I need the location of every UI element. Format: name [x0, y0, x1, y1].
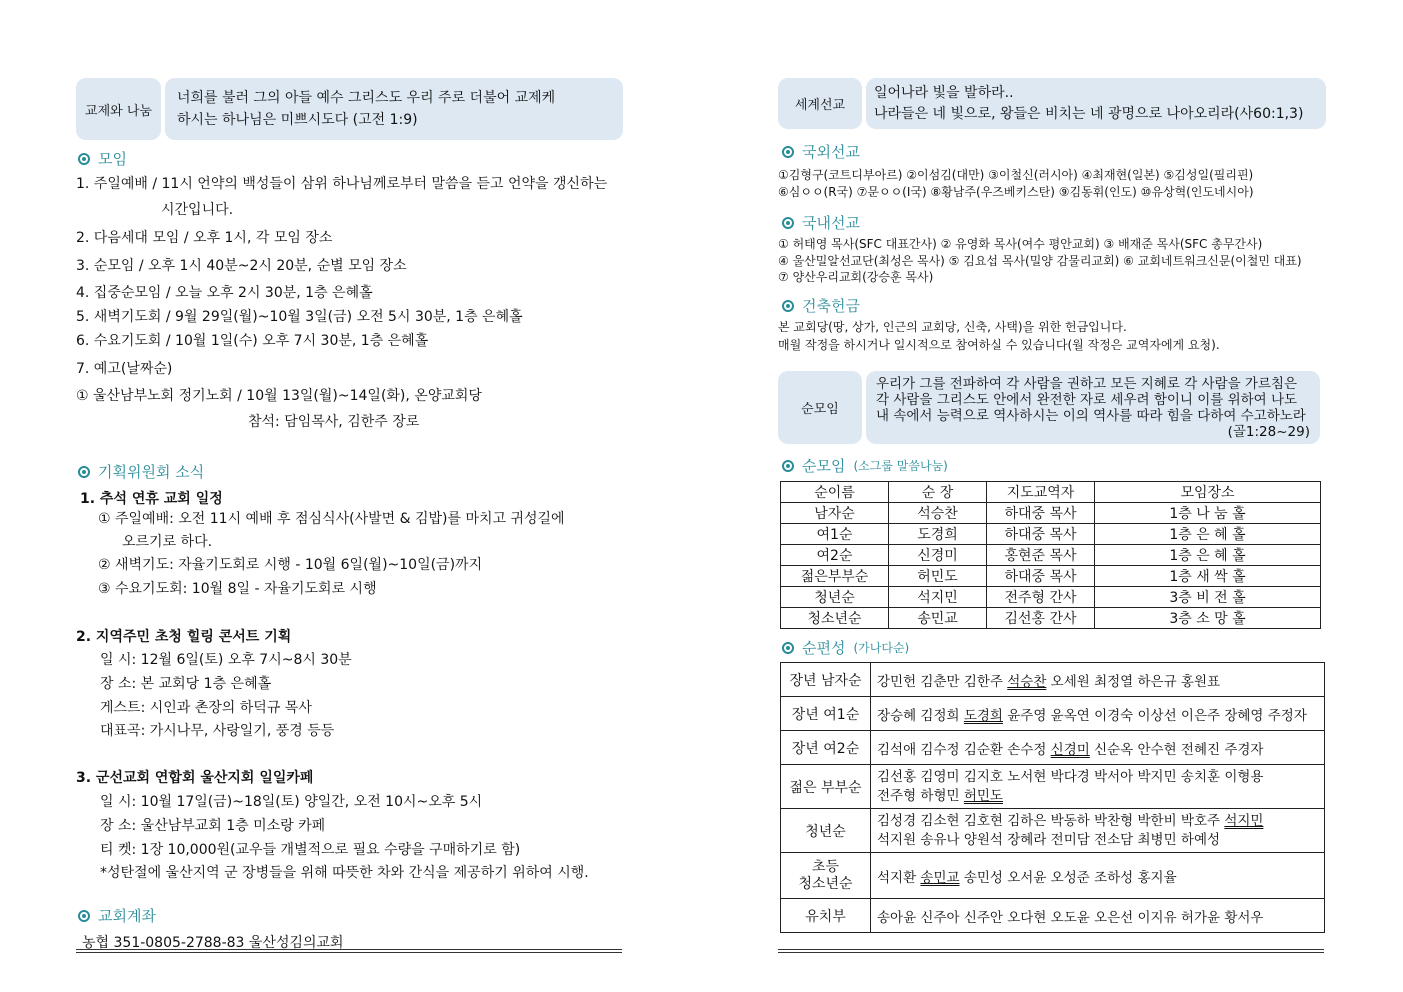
group-members — [871, 697, 1325, 731]
fellowship-verse-line: 하시는 하나님은 미쁘시도다 (고전 1:9) — [177, 112, 418, 128]
member-names: 김성경 김소현 김호현 김하은 박동하 박찬형 박한비 박호주 — [877, 812, 1225, 829]
mission-verse-line: 일어나라 빛을 발하라.. — [874, 84, 1014, 101]
circle-bullet-icon — [782, 642, 794, 654]
building-title — [782, 295, 860, 316]
table-cell: 하대중 목사 — [987, 566, 1095, 587]
group-name: 장년 여1순 — [781, 697, 871, 731]
domestic-line: ④ 울산밀알선교단(최성은 목사) ⑤ 김요섭 목사(밀양 감물리교회) ⑥ 교회네트워크신문(이철민 대표) — [778, 254, 1302, 268]
group-members — [871, 765, 1325, 809]
table-cell: 하대중 목사 — [987, 503, 1095, 524]
mission-box — [778, 78, 1326, 129]
groups-table — [780, 662, 1325, 933]
table-row — [781, 503, 1321, 524]
table-cell: 전주형 간사 — [987, 587, 1095, 608]
cell-verse-box — [778, 371, 1320, 444]
circle-bullet-icon — [78, 466, 90, 478]
meeting-line: 5. 새벽기도회 / 9월 29일(월)~10월 3일(금) 오전 5시 30분, 1층 은혜홀 — [76, 309, 523, 325]
meeting-line: 6. 수요기도회 / 10월 1일(수) 오후 7시 30분, 1층 은혜홀 — [76, 333, 429, 349]
planning-item1-title: 1. 추석 연휴 교회 일정 — [80, 491, 223, 507]
building-title-text: 건축헌금 — [802, 297, 860, 315]
circle-bullet-icon — [78, 910, 90, 922]
domestic-line: ⑦ 양산우리교회(강승훈 목사) — [778, 270, 934, 284]
table-row — [781, 899, 1325, 933]
planning-item2-line: 대표곡: 가시나무, 사랑일기, 풍경 등등 — [100, 723, 335, 739]
table-row — [781, 697, 1325, 731]
circle-bullet-icon — [782, 146, 794, 158]
member-names: 석지환 — [877, 869, 921, 886]
member-names: 김석애 김수정 김순환 손수정 — [877, 741, 1051, 758]
group-name: 장년 여2순 — [781, 731, 871, 765]
group-members — [871, 809, 1325, 853]
member-names: 신순옥 안수현 전혜진 주경자 — [1089, 741, 1264, 758]
member-names: 석지원 송유나 양원석 장혜라 전미담 전소담 최병민 하예성 — [877, 831, 1221, 848]
table-cell: 젊은부부순 — [781, 566, 889, 587]
leader-name: 석승찬 — [1007, 673, 1047, 690]
groups-title — [782, 637, 909, 658]
meeting-line: 3. 순모임 / 오후 1시 40분~2시 20분, 순별 모임 장소 — [76, 258, 407, 274]
planning-item3-line: *성탄절에 울산지역 군 장병들을 위해 따뜻한 차와 간식을 제공하기 위하여 시행. — [100, 865, 589, 881]
mission-verse — [866, 78, 1326, 129]
overseas-line: ⑥심ㅇㅇ(R국) ⑦문ㅇㅇ(I국) ⑧황남주(우즈베키스탄) ⑨김동휘(인도) ⑩유상혁(인도네시아) — [778, 185, 1254, 199]
table-cell: 허민도 — [889, 566, 987, 587]
meeting-line: 시간입니다. — [161, 202, 234, 218]
table-cell: 홍현준 목사 — [987, 545, 1095, 566]
cells-title-text: 순모임 — [802, 457, 846, 475]
cells-title — [782, 455, 948, 476]
group-members — [871, 731, 1325, 765]
leader-name: 송민교 — [920, 869, 960, 886]
table-cell: 1층 은 혜 홀 — [1095, 545, 1321, 566]
table-cell: 여1순 — [781, 524, 889, 545]
table-cell: 3층 비 전 홀 — [1095, 587, 1321, 608]
table-cell: 1층 나 눔 홀 — [1095, 503, 1321, 524]
leader-name: 허민도 — [963, 787, 1003, 804]
fellowship-label: 교제와 나눔 — [76, 78, 161, 140]
table-row — [781, 663, 1325, 697]
planning-item2-line: 게스트: 시인과 촌장의 하덕규 목사 — [100, 700, 312, 716]
cell-verse-line: (골1:28~29) — [1227, 423, 1310, 440]
leader-name: 도경희 — [963, 707, 1003, 724]
circle-bullet-icon — [78, 153, 90, 165]
meeting-line: 2. 다음세대 모임 / 오후 1시, 각 모임 장소 — [76, 230, 333, 246]
table-cell: 김선홍 간사 — [987, 608, 1095, 629]
member-names: 장승혜 김정희 — [877, 707, 964, 724]
table-header: 지도교역자 — [987, 482, 1095, 503]
fellowship-box — [76, 78, 623, 140]
groups-subtitle: (가나다순) — [853, 641, 910, 655]
table-header: 순 장 — [889, 482, 987, 503]
table-row — [781, 566, 1321, 587]
table-row — [781, 809, 1325, 853]
member-names: 김선홍 김영미 김지호 노서현 박다경 박서아 박지민 송치훈 이형용 — [877, 768, 1264, 785]
planning-item2-line: 일 시: 12월 6일(토) 오후 7시~8시 30분 — [100, 652, 352, 668]
leader-name: 석지민 — [1224, 812, 1264, 829]
building-line: 본 교회당(땅, 상가, 인근의 교회당, 신축, 사택)을 위한 헌금입니다. — [778, 320, 1127, 334]
group-name: 장년 남자순 — [781, 663, 871, 697]
meeting-line: 7. 예고(날짜순) — [76, 361, 173, 377]
table-cell: 석승찬 — [889, 503, 987, 524]
table-cell: 3층 소 망 홀 — [1095, 608, 1321, 629]
table-header: 모임장소 — [1095, 482, 1321, 503]
table-row — [781, 765, 1325, 809]
table-cell: 송민교 — [889, 608, 987, 629]
table-cell: 청년순 — [781, 587, 889, 608]
member-names: 오세원 최정열 하은규 홍원표 — [1046, 673, 1221, 690]
mission-label: 세계선교 — [778, 78, 862, 129]
domestic-title-text: 국내선교 — [802, 214, 860, 232]
planning-item3-line: 장 소: 울산남부교회 1층 미소랑 카페 — [100, 818, 326, 834]
table-header: 순이름 — [781, 482, 889, 503]
leader-name: 신경미 — [1050, 741, 1090, 758]
table-row — [781, 545, 1321, 566]
table-cell: 남자순 — [781, 503, 889, 524]
group-name: 초등 청소년순 — [781, 853, 871, 899]
planning-item2-line: 장 소: 본 교회당 1층 은혜홀 — [100, 676, 272, 692]
groups-title-text: 순편성 — [802, 639, 846, 657]
mission-verse-line: 나라들은 네 빛으로, 왕들은 비치는 네 광명으로 나아오리라(사60:1,3) — [874, 105, 1304, 122]
member-names: 전주형 하형민 — [877, 787, 964, 804]
building-line: 매월 작정을 하시거나 일시적으로 참여하실 수 있습니다(월 작정은 교역자에게 요청). — [778, 338, 1220, 352]
group-name: 젊은 부부순 — [781, 765, 871, 809]
table-row — [781, 853, 1325, 899]
planning-item1-line: ③ 수요기도회: 10월 8일 - 자율기도회로 시행 — [98, 581, 377, 597]
cell-verse-line: 내 속에서 능력으로 역사하시는 이의 역사를 따라 힘을 다하여 수고하노라 — [876, 407, 1306, 424]
group-members — [871, 853, 1325, 899]
fellowship-verse-line: 너희를 불러 그의 아들 예수 그리스도 우리 주로 더불어 교제케 — [177, 90, 556, 106]
planning-item1-line: ① 주일예배: 오전 11시 예배 후 점심식사(사발면 & 김밥)를 마치고 귀성길에 — [98, 511, 565, 527]
member-names: 강민헌 김춘만 김한주 — [877, 673, 1008, 690]
planning-item3-line: 티 켓: 1장 10,000원(교우들 개별적으로 필요 수량을 구매하기로 함) — [100, 842, 521, 858]
member-names: 윤주영 윤옥연 이경숙 이상선 이은주 장혜영 주정자 — [1002, 707, 1307, 724]
group-members — [871, 663, 1325, 697]
fellowship-verse — [165, 78, 623, 140]
cell-verse-label: 순모임 — [778, 371, 862, 444]
planning-title-text: 기획위원회 소식 — [98, 463, 205, 481]
table-cell: 신경미 — [889, 545, 987, 566]
cell-verse-line: 우리가 그를 전파하여 각 사람을 권하고 모든 지혜로 각 사람을 가르침은 — [876, 375, 1298, 392]
footer-rule — [778, 949, 1324, 953]
table-row — [781, 524, 1321, 545]
table-row — [781, 587, 1321, 608]
planning-item2-title: 2. 지역주민 초청 힐링 콘서트 기획 — [76, 629, 292, 645]
domestic-title — [782, 212, 860, 233]
cell-verse-line: 각 사람을 그리스도 안에서 완전한 자로 세우려 함이니 이를 위하여 나도 — [876, 391, 1298, 408]
meeting-line: 4. 집중순모임 / 오늘 오후 2시 30분, 1층 은혜홀 — [76, 285, 373, 301]
cells-table — [780, 481, 1321, 629]
planning-item1-line: 오르기로 하다. — [122, 534, 213, 550]
table-cell: 여2순 — [781, 545, 889, 566]
account-text: 농협 351-0805-2788-83 울산성김의교회 — [82, 935, 344, 951]
meeting-line: 참석: 담임목사, 김한주 장로 — [248, 414, 420, 430]
cell-verse — [866, 371, 1320, 444]
table-header-row — [781, 482, 1321, 503]
member-names: 송아윤 신주아 신주안 오다현 오도윤 오은선 이지유 허가윤 황서우 — [877, 909, 1264, 926]
table-row — [781, 608, 1321, 629]
overseas-line: ①김형구(코트디부아르) ②이섬김(대만) ③이철신(러시아) ④최재현(일본) ⑤김성일(필리핀) — [778, 168, 1254, 182]
table-cell: 하대중 목사 — [987, 524, 1095, 545]
domestic-line: ① 허태영 목사(SFC 대표간사) ② 유영화 목사(여수 평안교회) ③ 배재준 목사(SFC 총무간사) — [778, 237, 1263, 251]
table-cell: 청소년순 — [781, 608, 889, 629]
circle-bullet-icon — [782, 217, 794, 229]
table-row — [781, 731, 1325, 765]
planning-item1-line: ② 새벽기도: 자율기도회로 시행 - 10월 6일(월)~10일(금)까지 — [98, 557, 483, 573]
table-cell: 석지민 — [889, 587, 987, 608]
meeting-line: ① 울산남부노회 정기노회 / 10월 13일(월)~14일(화), 온양교회당 — [76, 388, 482, 404]
table-cell: 도경희 — [889, 524, 987, 545]
table-cell: 1층 은 혜 홀 — [1095, 524, 1321, 545]
group-name: 유치부 — [781, 899, 871, 933]
overseas-title-text: 국외선교 — [802, 143, 860, 161]
circle-bullet-icon — [782, 300, 794, 312]
footer-rule — [76, 949, 622, 953]
planning-item3-line: 일 시: 10월 17일(금)~18일(토) 양일간, 오전 10시~오후 5시 — [100, 794, 483, 810]
circle-bullet-icon — [782, 460, 794, 472]
meeting-line: 1. 주일예배 / 11시 언약의 백성들이 삼위 하나님께로부터 말씀을 듣고 언약을 갱신하는 — [76, 176, 608, 192]
group-members — [871, 899, 1325, 933]
account-title — [78, 905, 156, 926]
overseas-title — [782, 141, 860, 162]
meetings-title — [78, 148, 127, 169]
member-names: 송민성 오서윤 오성준 조하성 홍지율 — [959, 869, 1177, 886]
planning-title — [78, 461, 204, 482]
planning-item3-title: 3. 군선교회 연합회 울산지회 일일카페 — [76, 770, 314, 786]
meetings-title-text: 모임 — [98, 150, 127, 168]
table-cell: 1층 새 싹 홀 — [1095, 566, 1321, 587]
cells-subtitle: (소그룹 말씀나눔) — [853, 459, 948, 473]
account-title-text: 교회계좌 — [98, 907, 156, 925]
group-name: 청년순 — [781, 809, 871, 853]
